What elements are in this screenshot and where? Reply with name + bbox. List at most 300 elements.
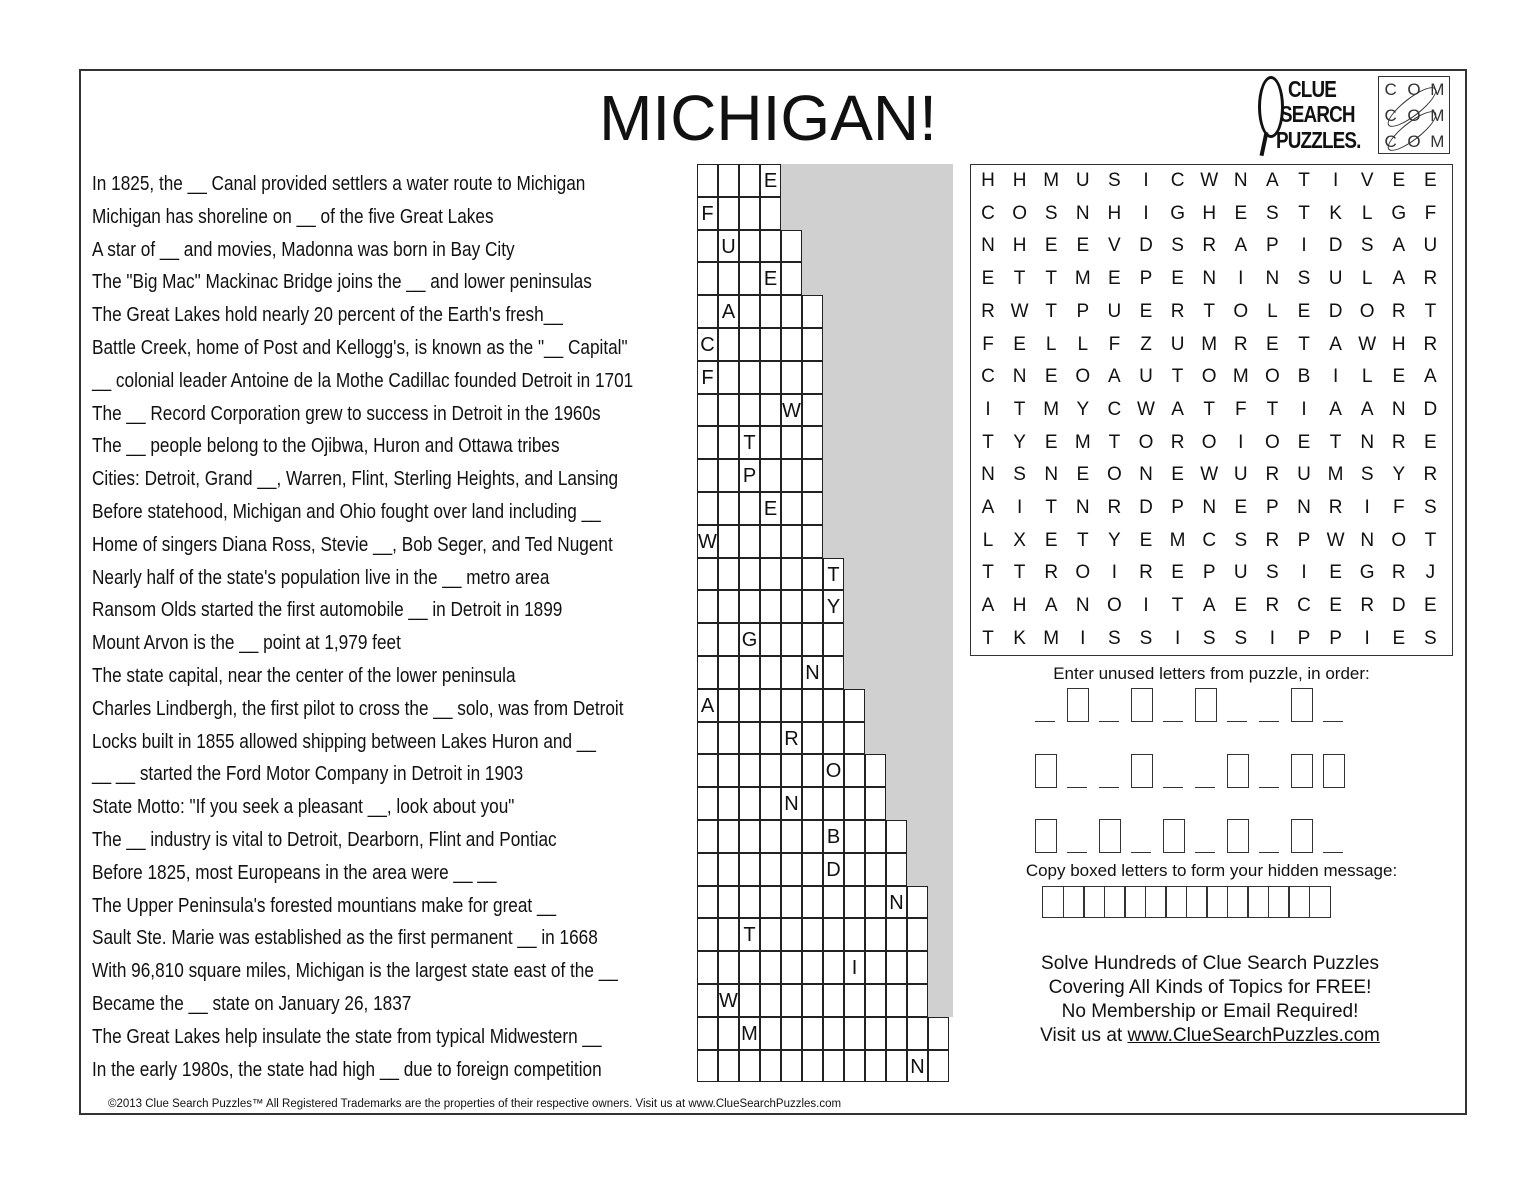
unused-letter-box[interactable]: [1323, 754, 1345, 788]
word-search-letter[interactable]: S: [1171, 235, 1184, 257]
word-search-letter[interactable]: V: [1108, 235, 1121, 257]
answer-cell[interactable]: [697, 951, 718, 984]
word-search-letter[interactable]: E: [1013, 333, 1026, 355]
unused-letter-blank[interactable]: [1323, 721, 1343, 722]
answer-cell[interactable]: B: [823, 820, 844, 853]
unused-letter-blank[interactable]: [1035, 721, 1055, 722]
answer-cell[interactable]: [802, 984, 823, 1017]
answer-cell[interactable]: P: [739, 459, 760, 492]
word-search-letter[interactable]: A: [981, 497, 995, 518]
answer-cell[interactable]: [760, 984, 781, 1017]
unused-letter-box[interactable]: [1067, 688, 1089, 722]
answer-cell[interactable]: [781, 853, 802, 886]
word-search-letter[interactable]: S: [1424, 497, 1437, 518]
word-search-letter[interactable]: C: [1170, 170, 1185, 191]
answer-cell[interactable]: [844, 722, 865, 755]
word-search-letter[interactable]: E: [1234, 595, 1248, 617]
answer-cell[interactable]: [718, 558, 739, 591]
answer-cell[interactable]: [844, 984, 865, 1017]
word-search-letter[interactable]: A: [1266, 170, 1279, 191]
answer-cell[interactable]: [697, 1017, 718, 1050]
word-search-letter[interactable]: K: [1013, 627, 1026, 649]
word-search-letter[interactable]: G: [1359, 562, 1375, 584]
word-search-letter[interactable]: I: [1174, 627, 1181, 649]
answer-cell[interactable]: [844, 1017, 865, 1050]
answer-cell[interactable]: [739, 951, 760, 984]
word-search-letter[interactable]: H: [1202, 202, 1217, 224]
word-search-letter[interactable]: D: [1391, 595, 1406, 617]
word-search-letter[interactable]: E: [1171, 464, 1184, 486]
answer-cell[interactable]: [886, 820, 907, 853]
answer-cell[interactable]: [718, 623, 739, 656]
word-search-letter[interactable]: T: [1045, 268, 1057, 290]
word-search-letter[interactable]: T: [1171, 595, 1184, 617]
answer-cell[interactable]: [739, 262, 760, 295]
word-search-letter[interactable]: A: [981, 595, 995, 617]
word-search-letter[interactable]: C: [1297, 595, 1311, 617]
answer-cell[interactable]: [760, 951, 781, 984]
unused-letter-blank[interactable]: [1099, 787, 1119, 788]
answer-cell[interactable]: [802, 918, 823, 951]
word-search-letter[interactable]: O: [1075, 366, 1091, 388]
word-search-letter[interactable]: T: [982, 562, 994, 584]
word-search-letter[interactable]: E: [1044, 431, 1058, 453]
word-search-letter[interactable]: E: [1234, 497, 1248, 518]
answer-cell[interactable]: [781, 754, 802, 787]
answer-cell[interactable]: [802, 459, 823, 492]
answer-cell[interactable]: [760, 295, 781, 328]
answer-cell[interactable]: W: [697, 525, 718, 558]
word-search-letter[interactable]: P: [1076, 300, 1090, 322]
word-search-letter[interactable]: O: [1012, 202, 1027, 224]
answer-cell[interactable]: [718, 853, 739, 886]
word-search-letter[interactable]: D: [1423, 398, 1438, 420]
answer-cell[interactable]: [781, 295, 802, 328]
word-search-letter[interactable]: F: [1108, 333, 1121, 355]
word-search-letter[interactable]: U: [1107, 300, 1122, 322]
answer-cell[interactable]: [697, 820, 718, 853]
word-search-letter[interactable]: S: [1266, 562, 1279, 584]
word-search-letter[interactable]: I: [1111, 562, 1118, 584]
word-search-letter[interactable]: P: [1329, 627, 1342, 649]
answer-cell[interactable]: [760, 689, 781, 722]
word-search-letter[interactable]: U: [1423, 235, 1438, 257]
answer-cell[interactable]: [781, 656, 802, 689]
unused-letter-blank[interactable]: [1195, 852, 1215, 853]
unused-letter-box[interactable]: [1131, 754, 1153, 788]
answer-cell[interactable]: [697, 886, 718, 919]
answer-cell[interactable]: T: [739, 918, 760, 951]
answer-cell[interactable]: [697, 722, 718, 755]
answer-cell[interactable]: [802, 394, 823, 427]
word-search-letter[interactable]: M: [1201, 333, 1218, 355]
word-search-letter[interactable]: E: [1076, 464, 1090, 486]
answer-cell[interactable]: R: [781, 722, 802, 755]
answer-cell[interactable]: [739, 722, 760, 755]
answer-cell[interactable]: [739, 689, 760, 722]
answer-cell[interactable]: [844, 886, 865, 919]
answer-cell[interactable]: [802, 558, 823, 591]
answer-cell[interactable]: [760, 459, 781, 492]
word-search-letter[interactable]: N: [1360, 529, 1375, 551]
word-search-letter[interactable]: M: [1232, 366, 1249, 388]
answer-cell[interactable]: [781, 886, 802, 919]
answer-cell[interactable]: [760, 1050, 781, 1083]
answer-cell[interactable]: A: [718, 295, 739, 328]
word-search-letter[interactable]: P: [1297, 627, 1311, 649]
answer-cell[interactable]: T: [823, 558, 844, 591]
word-search-letter[interactable]: E: [1424, 170, 1437, 191]
answer-cell[interactable]: [760, 886, 781, 919]
answer-cell[interactable]: [865, 787, 886, 820]
word-search-letter[interactable]: F: [982, 333, 994, 355]
word-search-letter[interactable]: I: [1143, 202, 1149, 224]
word-search-letter[interactable]: C: [981, 202, 995, 224]
word-search-letter[interactable]: C: [1107, 398, 1122, 420]
answer-cell[interactable]: [781, 328, 802, 361]
word-search-letter[interactable]: H: [981, 170, 995, 191]
word-search-letter[interactable]: S: [1360, 464, 1374, 486]
answer-cell[interactable]: [865, 918, 886, 951]
word-search-letter[interactable]: U: [1233, 562, 1248, 584]
answer-cell[interactable]: [697, 918, 718, 951]
answer-cell[interactable]: [802, 787, 823, 820]
word-search-letter[interactable]: S: [1044, 202, 1058, 224]
word-search-letter[interactable]: E: [1424, 595, 1437, 617]
word-search-letter[interactable]: I: [1364, 497, 1370, 518]
answer-cell[interactable]: W: [718, 984, 739, 1017]
answer-cell[interactable]: [760, 754, 781, 787]
word-search-letter[interactable]: R: [981, 300, 995, 322]
word-search-letter[interactable]: U: [1139, 366, 1153, 388]
word-search-letter[interactable]: T: [1013, 398, 1026, 420]
word-search-letter[interactable]: A: [1234, 235, 1248, 257]
answer-cell[interactable]: [781, 820, 802, 853]
answer-cell[interactable]: [718, 197, 739, 230]
word-search-letter[interactable]: R: [1328, 497, 1343, 518]
answer-cell[interactable]: [718, 656, 739, 689]
hidden-message-box[interactable]: [1124, 886, 1146, 918]
word-search-letter[interactable]: U: [1170, 333, 1185, 355]
word-search-letter[interactable]: L: [1045, 333, 1057, 355]
word-search-letter[interactable]: U: [1075, 170, 1090, 191]
word-search-letter[interactable]: I: [1238, 431, 1244, 453]
word-search-letter[interactable]: W: [1326, 529, 1345, 551]
word-search-letter[interactable]: M: [1043, 398, 1060, 420]
word-search-letter[interactable]: N: [1075, 497, 1090, 518]
unused-letter-blank[interactable]: [1195, 787, 1215, 788]
answer-cell[interactable]: [718, 328, 739, 361]
answer-cell[interactable]: [697, 262, 718, 295]
answer-cell[interactable]: [907, 984, 928, 1017]
word-search-letter[interactable]: M: [1074, 431, 1091, 453]
word-search-letter[interactable]: M: [1327, 464, 1344, 486]
word-search-letter[interactable]: W: [1358, 333, 1377, 355]
answer-cell[interactable]: [739, 656, 760, 689]
hidden-message-box[interactable]: [1247, 886, 1269, 918]
word-search-letter[interactable]: D: [1139, 235, 1153, 257]
word-search-letter[interactable]: N: [981, 235, 995, 257]
answer-cell[interactable]: [802, 1050, 823, 1083]
word-search-letter[interactable]: H: [1391, 333, 1406, 355]
answer-cell[interactable]: [907, 1017, 928, 1050]
unused-letter-blank[interactable]: [1067, 852, 1087, 853]
unused-letter-box[interactable]: [1131, 688, 1153, 722]
word-search-letter[interactable]: O: [1265, 431, 1280, 453]
unused-letter-blank[interactable]: [1067, 787, 1087, 788]
answer-cell[interactable]: [718, 886, 739, 919]
answer-cell[interactable]: [802, 295, 823, 328]
answer-cell[interactable]: [823, 918, 844, 951]
hidden-message-box[interactable]: [1227, 886, 1249, 918]
word-search-letter[interactable]: N: [1012, 366, 1027, 388]
answer-cell[interactable]: [823, 951, 844, 984]
word-search-letter[interactable]: S: [1234, 529, 1248, 551]
word-search-letter[interactable]: S: [1139, 627, 1153, 649]
word-search-letter[interactable]: P: [1139, 268, 1153, 290]
word-search-letter[interactable]: O: [1201, 431, 1217, 453]
answer-cell[interactable]: [697, 295, 718, 328]
hidden-message-box[interactable]: [1186, 886, 1208, 918]
word-search-letter[interactable]: S: [1108, 627, 1121, 649]
hidden-message-box[interactable]: [1309, 886, 1331, 918]
word-search-letter[interactable]: E: [1297, 300, 1311, 322]
answer-cell[interactable]: [844, 853, 865, 886]
answer-cell[interactable]: [781, 590, 802, 623]
word-search-letter[interactable]: E: [1234, 202, 1248, 224]
unused-letter-blank[interactable]: [1227, 721, 1247, 722]
answer-cell[interactable]: F: [697, 361, 718, 394]
answer-cell[interactable]: [865, 853, 886, 886]
word-search-letter[interactable]: R: [1044, 562, 1059, 584]
word-search-letter[interactable]: P: [1266, 235, 1279, 257]
word-search-letter[interactable]: I: [1332, 170, 1339, 191]
answer-cell[interactable]: [781, 230, 802, 263]
unused-letter-box[interactable]: [1099, 819, 1121, 853]
answer-cell[interactable]: [739, 197, 760, 230]
answer-cell[interactable]: [781, 459, 802, 492]
word-search-letter[interactable]: I: [985, 398, 991, 420]
word-search-letter[interactable]: N: [1202, 268, 1217, 290]
answer-cell[interactable]: [697, 394, 718, 427]
answer-cell[interactable]: [823, 886, 844, 919]
answer-cell[interactable]: [907, 951, 928, 984]
word-search-letter[interactable]: A: [1202, 595, 1216, 617]
answer-cell[interactable]: [739, 164, 760, 197]
unused-letter-box[interactable]: [1227, 819, 1249, 853]
answer-cell[interactable]: [718, 1050, 739, 1083]
answer-cell[interactable]: [781, 262, 802, 295]
answer-cell[interactable]: [718, 689, 739, 722]
unused-letter-blank[interactable]: [1259, 852, 1279, 853]
word-search-letter[interactable]: O: [1075, 562, 1091, 584]
answer-cell[interactable]: [802, 722, 823, 755]
word-search-letter[interactable]: H: [1012, 595, 1027, 617]
word-search-letter[interactable]: I: [1238, 268, 1244, 290]
answer-cell[interactable]: [739, 787, 760, 820]
word-search-letter[interactable]: A: [1424, 366, 1437, 388]
answer-cell[interactable]: [760, 525, 781, 558]
word-search-letter[interactable]: I: [1301, 398, 1307, 420]
word-search-letter[interactable]: F: [1234, 398, 1247, 420]
answer-cell[interactable]: [760, 722, 781, 755]
word-search-letter[interactable]: W: [1200, 464, 1219, 486]
answer-cell[interactable]: [886, 853, 907, 886]
word-search-letter[interactable]: S: [1424, 627, 1437, 649]
word-search-letter[interactable]: R: [1423, 333, 1438, 355]
answer-cell[interactable]: [844, 1050, 865, 1083]
word-search-letter[interactable]: I: [1269, 627, 1276, 649]
word-search-letter[interactable]: T: [1076, 529, 1089, 551]
word-search-letter[interactable]: U: [1297, 464, 1311, 486]
word-search-letter[interactable]: O: [1359, 300, 1375, 322]
word-search-letter[interactable]: N: [1233, 170, 1248, 191]
answer-cell[interactable]: [760, 918, 781, 951]
answer-cell[interactable]: [760, 590, 781, 623]
word-search-letter[interactable]: S: [1297, 268, 1311, 290]
word-search-letter[interactable]: R: [1360, 595, 1375, 617]
answer-cell[interactable]: [781, 984, 802, 1017]
word-search-letter[interactable]: E: [1108, 268, 1121, 290]
answer-cell[interactable]: [739, 754, 760, 787]
answer-cell[interactable]: [718, 262, 739, 295]
word-search-letter[interactable]: C: [981, 366, 995, 388]
word-search-letter[interactable]: E: [1392, 170, 1406, 191]
answer-cell[interactable]: [718, 820, 739, 853]
word-search-letter[interactable]: M: [1074, 268, 1091, 290]
answer-cell[interactable]: C: [697, 328, 718, 361]
answer-cell[interactable]: [739, 230, 760, 263]
word-search-letter[interactable]: T: [1424, 300, 1437, 322]
answer-cell[interactable]: [865, 984, 886, 1017]
word-search-letter[interactable]: T: [1203, 300, 1215, 322]
answer-cell[interactable]: [823, 1050, 844, 1083]
answer-cell[interactable]: [697, 754, 718, 787]
word-search-letter[interactable]: N: [1202, 497, 1217, 518]
word-search-letter[interactable]: U: [1233, 464, 1248, 486]
answer-cell[interactable]: T: [739, 426, 760, 459]
word-search-letter[interactable]: I: [1143, 595, 1149, 617]
word-search-letter[interactable]: O: [1107, 595, 1122, 617]
answer-cell[interactable]: [823, 689, 844, 722]
answer-cell[interactable]: [718, 754, 739, 787]
answer-cell[interactable]: [760, 558, 781, 591]
word-search-letter[interactable]: C: [1202, 529, 1217, 551]
word-search-letter[interactable]: P: [1202, 562, 1216, 584]
word-search-letter[interactable]: T: [982, 431, 994, 453]
answer-cell[interactable]: G: [739, 623, 760, 656]
answer-cell[interactable]: [697, 623, 718, 656]
answer-cell[interactable]: [739, 558, 760, 591]
answer-cell[interactable]: [697, 558, 718, 591]
word-search-letter[interactable]: A: [1171, 398, 1184, 420]
word-search-letter[interactable]: S: [1013, 464, 1026, 486]
answer-cell[interactable]: [760, 426, 781, 459]
word-search-letter[interactable]: L: [982, 529, 994, 551]
word-search-letter[interactable]: M: [1169, 529, 1186, 551]
answer-cell[interactable]: [760, 328, 781, 361]
word-search-letter[interactable]: G: [1391, 202, 1407, 224]
word-search-letter[interactable]: E: [1139, 300, 1153, 322]
word-search-letter[interactable]: S: [1108, 170, 1121, 191]
word-search-letter[interactable]: T: [1298, 170, 1310, 191]
word-search-letter[interactable]: R: [1391, 431, 1406, 453]
answer-cell[interactable]: [865, 1050, 886, 1083]
word-search-letter[interactable]: T: [1013, 268, 1026, 290]
answer-cell[interactable]: [781, 426, 802, 459]
answer-cell[interactable]: [739, 492, 760, 525]
word-search-letter[interactable]: R: [1170, 431, 1185, 453]
word-search-letter[interactable]: D: [1328, 300, 1343, 322]
answer-cell[interactable]: [718, 722, 739, 755]
answer-cell[interactable]: N: [802, 656, 823, 689]
answer-cell[interactable]: [886, 984, 907, 1017]
word-search-letter[interactable]: E: [1266, 333, 1279, 355]
answer-cell[interactable]: M: [739, 1017, 760, 1050]
word-search-letter[interactable]: R: [1265, 595, 1280, 617]
word-search-letter[interactable]: N: [1075, 202, 1090, 224]
answer-cell[interactable]: [865, 1017, 886, 1050]
answer-cell[interactable]: [802, 361, 823, 394]
word-search-letter[interactable]: N: [1265, 268, 1280, 290]
answer-cell[interactable]: [739, 394, 760, 427]
word-search-letter[interactable]: Y: [1076, 398, 1090, 420]
word-search-letter[interactable]: P: [1171, 497, 1184, 518]
answer-cell[interactable]: [865, 820, 886, 853]
answer-cell[interactable]: E: [760, 492, 781, 525]
word-search-letter[interactable]: T: [1424, 529, 1437, 551]
answer-cell[interactable]: F: [697, 197, 718, 230]
hidden-message-box[interactable]: [1268, 886, 1290, 918]
answer-cell[interactable]: [697, 984, 718, 1017]
answer-cell[interactable]: [697, 590, 718, 623]
answer-cell[interactable]: [802, 590, 823, 623]
word-search-letter[interactable]: E: [981, 268, 995, 290]
answer-cell[interactable]: E: [760, 262, 781, 295]
word-search-letter[interactable]: I: [1364, 627, 1370, 649]
answer-cell[interactable]: [760, 197, 781, 230]
answer-cell[interactable]: [739, 1050, 760, 1083]
word-search-letter[interactable]: I: [1016, 497, 1023, 518]
answer-cell[interactable]: [760, 361, 781, 394]
unused-letter-blank[interactable]: [1259, 721, 1279, 722]
answer-cell[interactable]: [907, 918, 928, 951]
word-search-letter[interactable]: T: [1329, 431, 1342, 453]
answer-cell[interactable]: [739, 590, 760, 623]
answer-cell[interactable]: [781, 623, 802, 656]
word-search-letter[interactable]: O: [1265, 366, 1280, 388]
word-search-letter[interactable]: W: [1137, 398, 1155, 420]
word-search-letter[interactable]: L: [1361, 268, 1373, 290]
answer-cell[interactable]: [802, 1017, 823, 1050]
word-search-letter[interactable]: A: [1329, 398, 1342, 420]
unused-letter-blank[interactable]: [1163, 721, 1183, 722]
answer-cell[interactable]: [739, 525, 760, 558]
answer-cell[interactable]: O: [823, 754, 844, 787]
answer-cell[interactable]: [802, 623, 823, 656]
word-search-letter[interactable]: E: [1297, 431, 1311, 453]
word-search-letter[interactable]: E: [1044, 366, 1058, 388]
answer-cell[interactable]: [718, 394, 739, 427]
unused-letter-box[interactable]: [1291, 819, 1313, 853]
answer-cell[interactable]: [781, 951, 802, 984]
answer-cell[interactable]: [844, 820, 865, 853]
word-search-letter[interactable]: L: [1361, 202, 1373, 224]
answer-cell[interactable]: N: [907, 1050, 928, 1083]
word-search-letter[interactable]: A: [1392, 235, 1406, 257]
word-search-letter[interactable]: R: [1423, 464, 1438, 486]
word-search-letter[interactable]: F: [1392, 497, 1405, 518]
